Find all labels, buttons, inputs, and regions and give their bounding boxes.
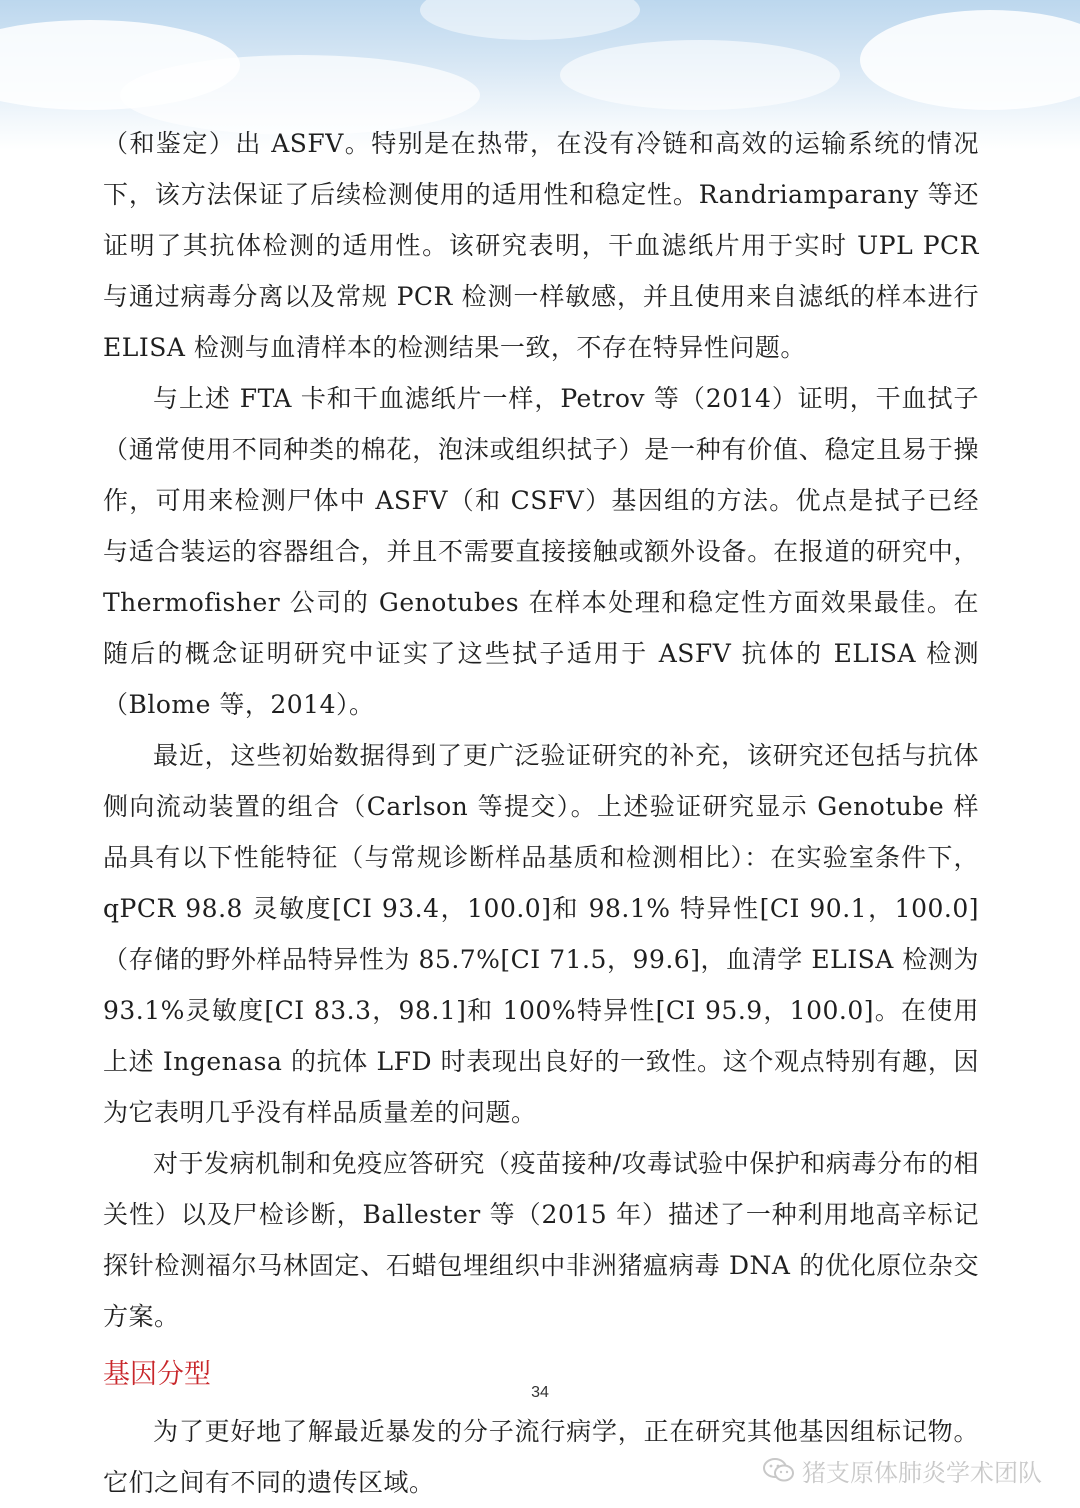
page-number: 34 bbox=[531, 1384, 549, 1401]
paragraph-4: 对于发病机制和免疫应答研究（疫苗接种/攻毒试验中保护和病毒分布的相关性）以及尸检诊断，Ballester 等（2015 年）描述了一种利用地高辛标记探针检测福尔马林固定、石蜡包埋组织中非洲猪瘟病毒 DNA 的优化原位杂交方案。 bbox=[103, 1149, 979, 1331]
watermark bbox=[762, 1455, 1042, 1485]
page-body bbox=[103, 118, 979, 1508]
cloud-decoration bbox=[420, 0, 640, 40]
paragraph-1: （和鉴定）出 ASFV。特别是在热带，在没有冷链和高效的运输系统的情况下，该方法保证了后续检测使用的适用性和稳定性。Randriamparany 等还证明了其抗体检测的适用性。该研究表明，干血滤纸片用于实时 UPL PCR 与通过病毒分离以及常规 PCR 检测一样敏感，并且使用来自滤纸的样本进行 ELISA 检测与血清样本的检测结果一致，不存在特异性问题。 bbox=[103, 129, 979, 362]
cloud-decoration bbox=[560, 40, 840, 110]
wechat-icon bbox=[762, 1457, 796, 1483]
section-paragraph: 为了更好地了解最近暴发的分子流行病学，正在研究其他基因组标记物。它们之间有不同的遗传区域。 bbox=[103, 1417, 979, 1497]
section-heading-genotyping: 基因分型 bbox=[103, 1359, 211, 1390]
watermark-text: 猪支原体肺炎学术团队 bbox=[802, 1458, 1042, 1487]
paragraph-3: 最近，这些初始数据得到了更广泛验证研究的补充，该研究还包括与抗体侧向流动装置的组合（Carlson 等提交）。上述验证研究显示 Genotube 样品具有以下性能特征（与常规诊断样品基质和检测相比）：在实验室条件下，qPCR 98.8 灵敏度[CI 93.4，100.0]和 98.1% 特异性[CI 90.1，100.0]（存储的野外样品特异性为 85.7%[CI 71.5，99.6]，血清学 ELISA 检测为 93.1%灵敏度[CI 83.3，98.1]和 100%特异性[CI 95.9，100.0]。在使用上述 Ingenasa 的抗体 LFD 时表现出良好的一致性。这个观点特别有趣，因为它表明几乎没有样品质量差的问题。 bbox=[103, 741, 979, 1127]
paragraph-2: 与上述 FTA 卡和干血滤纸片一样，Petrov 等（2014）证明，干血拭子（通常使用不同种类的棉花，泡沫或组织拭子）是一种有价值、稳定且易于操作，可用来检测尸体中 ASFV（和 CSFV）基因组的方法。优点是拭子已经与适合装运的容器组合，并且不需要直接接触或额外设备。在报道的研究中，Thermofisher 公司的 Genotubes 在样本处理和稳定性方面效果最佳。在随后的概念证明研究中证实了这些拭子适用于 ASFV 抗体的 ELISA 检测（Blome 等，2014）。 bbox=[103, 384, 979, 719]
cloud-decoration bbox=[860, 10, 1080, 110]
